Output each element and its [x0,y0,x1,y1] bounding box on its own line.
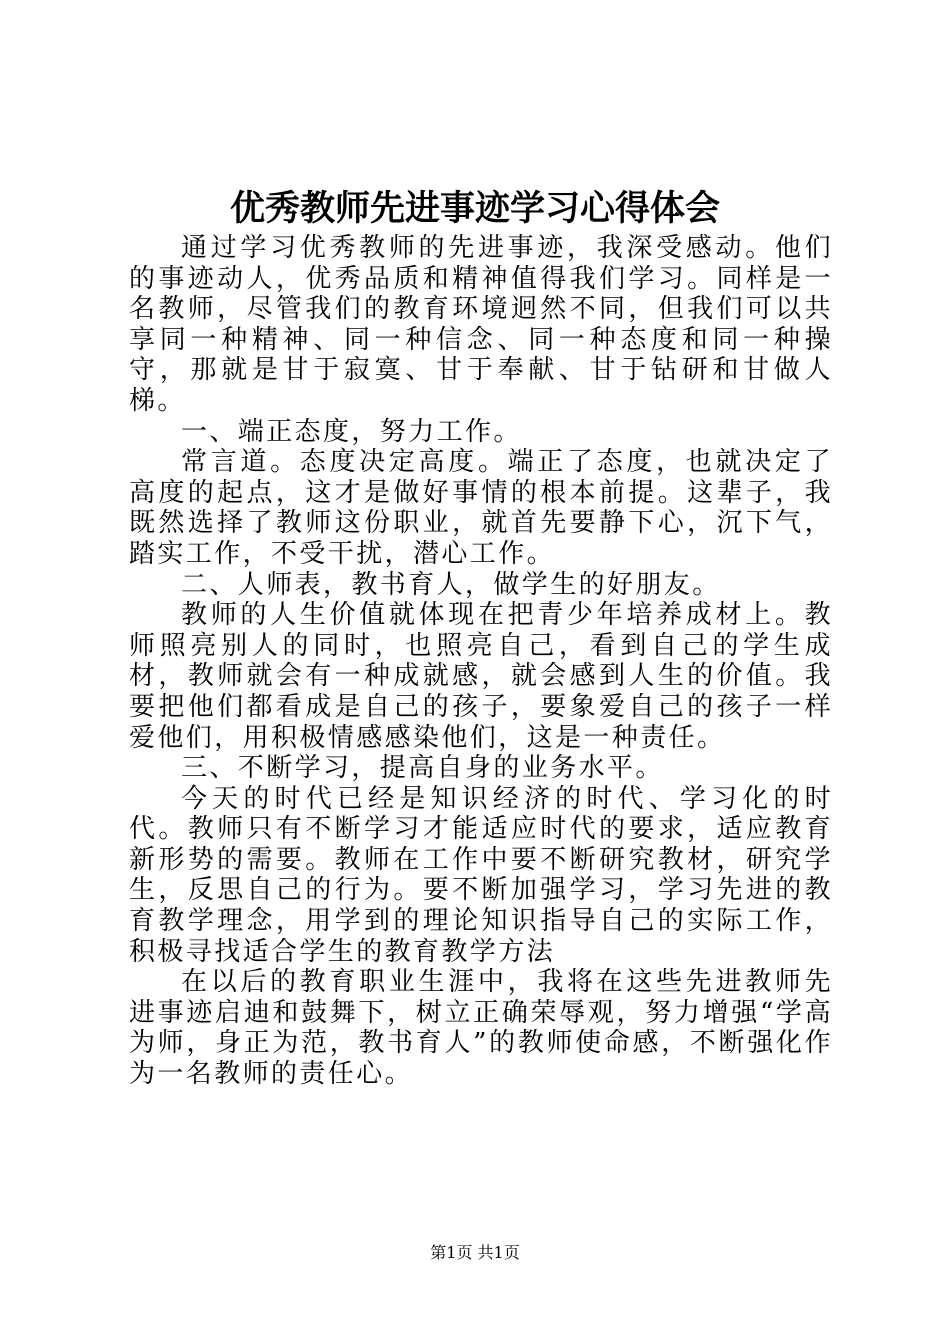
page-number-footer: 第1页 共1页 [430,1243,520,1262]
section-heading: 三、不断学习，提高自身的业务水平。 [181,753,664,784]
document-title: 优秀教师先进事迹学习心得体会 [229,188,720,229]
body-paragraph: 今天的时代已经是知识经济的时代、学习化的时代。教师只有不断学习才能适应时代的要求，适应教育新形势的需要。教师在工作中要不断研究教材，研究学生，反思自己的行为。要不断加强学习，学习先进的教育教学理念，用学到的理论知识指导自己的实际工作，积极寻找适合学生的教育教学方法 [129,783,833,967]
section-heading: 一、端正态度，努力工作。 [181,416,522,447]
body-paragraph: 通过学习优秀教师的先进事迹，我深受感动。他们的事迹动人，优秀品质和精神值得我们学习。同样是一名教师，尽管我们的教育环境迥然不同，但我们可以共享同一种精神、同一种信念、同一种态度和同一种操守，那就是甘于寂寞、甘于奉献、甘于钻研和甘做人梯。 [129,233,833,416]
body-paragraph: 常言道。态度决定高度。端正了态度，也就决定了高度的起点，这才是做好事情的根本前提。这辈子，我既然选择了教师这份职业，就首先要静下心，沉下气，踏实工作，不受干扰，潜心工作。 [129,447,833,569]
document-body [129,233,833,1090]
section-heading: 二、人师表，教书育人，做学生的好朋友。 [181,569,721,600]
body-paragraph: 教师的人生价值就体现在把青少年培养成材上。教师照亮别人的同时，也照亮自己，看到自己的学生成材，教师就会有一种成就感，就会感到人生的价值。我要把他们都看成是自己的孩子，要象爱自己的孩子一样爱他们，用积极情感感染他们，这是一种责任。 [129,600,833,753]
body-paragraph: 在以后的教育职业生涯中，我将在这些先进教师先进事迹启迪和鼓舞下，树立正确荣辱观，努力增强“学高为师，身正为范，教书育人”的教师使命感，不断强化作为一名教师的责任心。 [129,967,833,1090]
